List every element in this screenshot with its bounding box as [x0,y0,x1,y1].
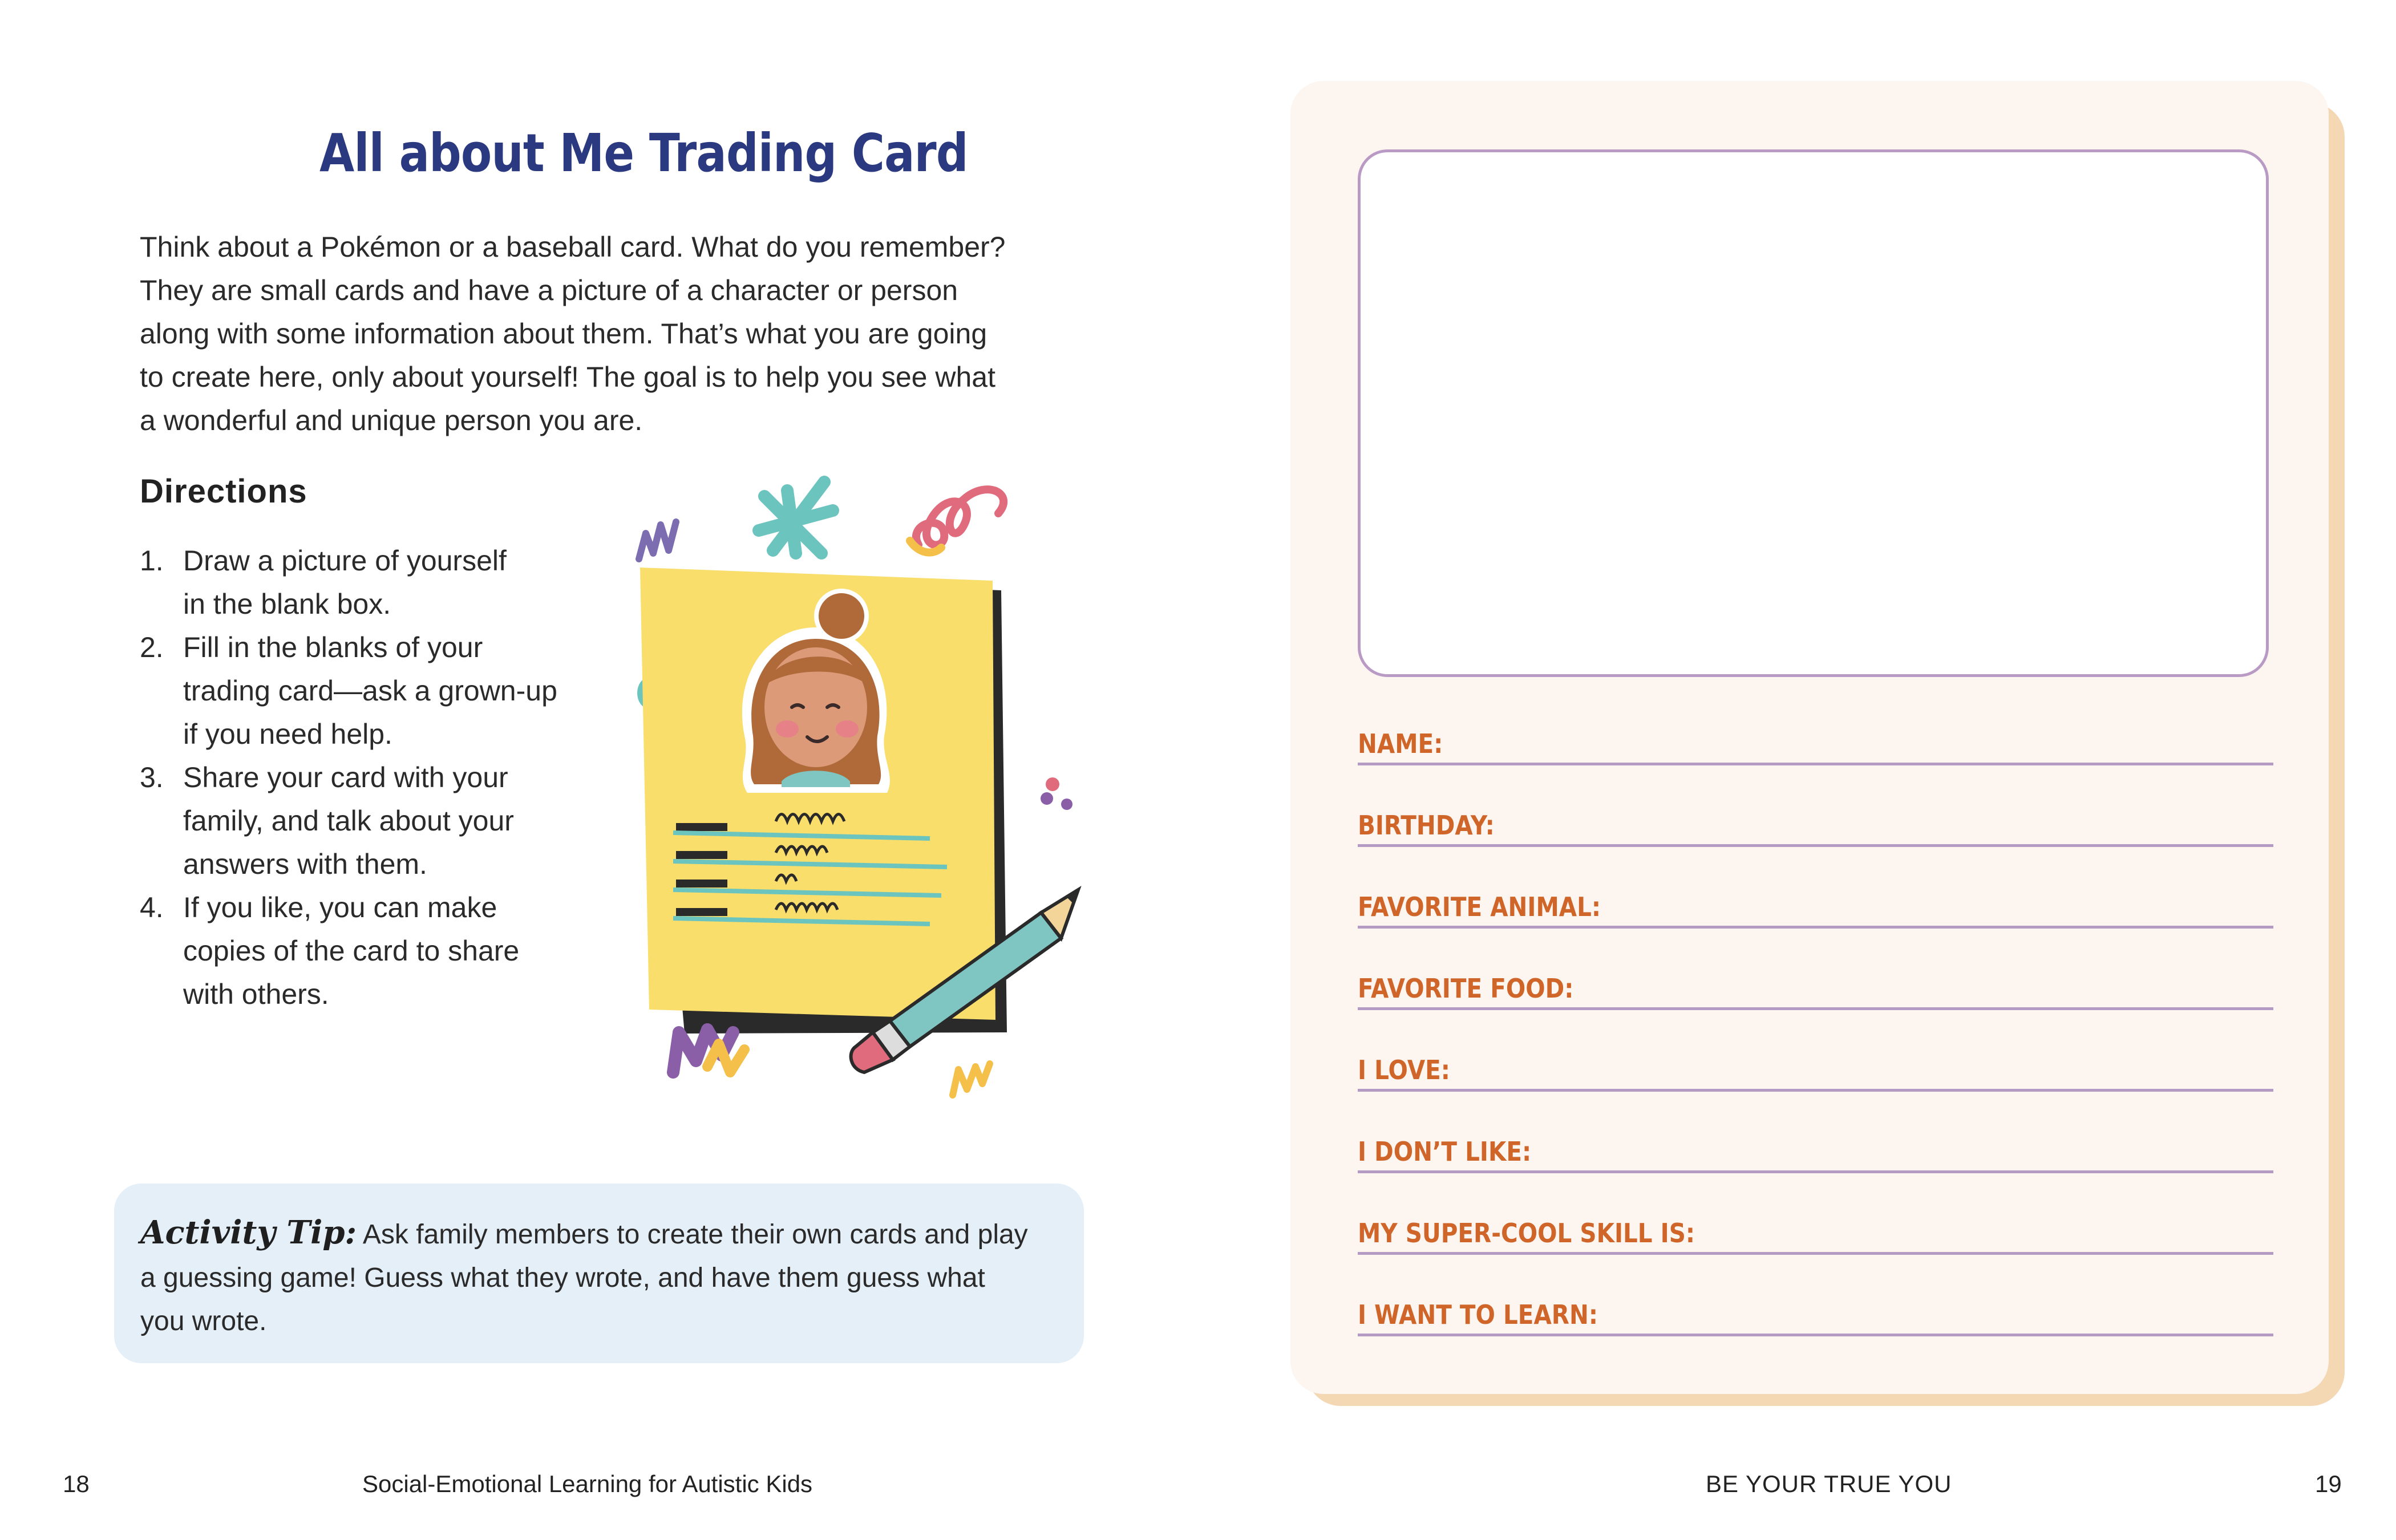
drawing-box[interactable] [1358,149,2269,677]
direction-item [140,886,608,1016]
field-label: NAME: [1358,728,1443,759]
direction-line: if you need help. [183,718,392,750]
i-love-field[interactable] [1358,1048,2273,1092]
zigzag-doodle [639,522,676,559]
super-cool-skill-field[interactable] [1358,1211,2273,1255]
zigzag-doodle-small [953,1064,990,1095]
birthday-field[interactable] [1358,803,2273,847]
direction-item [140,626,608,756]
page-number-left: 18 [63,1470,90,1497]
pink-dot [1046,777,1059,791]
directions-heading: Directions [140,473,307,510]
i-dont-like-field[interactable] [1358,1129,2273,1173]
favorite-animal-field[interactable] [1358,885,2273,929]
purple-dot-small [1061,799,1072,810]
tip-line: you wrote. [140,1306,267,1336]
field-label: I DON’T LIKE: [1358,1136,1532,1167]
intro-line: along with some information about them. That’s what you are going [140,318,987,350]
section-title-footer: BE YOUR TRUE YOU [1706,1470,1952,1497]
page-number-right: 19 [2315,1470,2342,1497]
star-doodle [759,482,833,553]
direction-line: answers with them. [183,848,427,880]
field-label: FAVORITE ANIMAL: [1358,891,1601,922]
direction-number: 4. [140,891,164,923]
directions-list [140,539,608,1016]
zigzag-doodle-yellow [707,1044,744,1072]
direction-line: trading card—ask a grown-up [183,675,557,707]
direction-number: 1. [140,545,164,577]
field-label: I LOVE: [1358,1055,1451,1085]
intro-line: to create here, only about yourself! The goal is to help you see what [140,361,995,393]
favorite-food-field[interactable] [1358,966,2273,1010]
activity-tip-label: Activity Tip: [140,1214,357,1251]
trading-card-illustration [622,439,1112,1135]
tip-line: a guessing game! Guess what they wrote, and have them guess what [140,1263,985,1293]
intro-paragraph [140,225,1075,442]
direction-item [140,539,608,626]
direction-item [140,756,608,886]
name-field[interactable] [1358,722,2273,765]
direction-line: in the blank box. [183,588,391,620]
intro-line: a wonderful and unique person you are. [140,404,643,436]
direction-line: copies of the card to share [183,935,520,967]
direction-number: 3. [140,761,164,793]
direction-line: Fill in the blanks of your [183,631,483,663]
activity-tip-box [114,1184,1084,1363]
book-title-footer: Social-Emotional Learning for Autistic Kids [362,1470,813,1497]
direction-line: family, and talk about your [183,805,514,837]
field-label: MY SUPER-COOL SKILL IS: [1358,1218,1695,1249]
direction-line: with others. [183,978,329,1010]
page-title: All about Me Trading Card [319,123,968,184]
field-label: I WANT TO LEARN: [1358,1299,1598,1330]
purple-dot [1041,792,1053,805]
direction-line: Share your card with your [183,761,508,793]
direction-line: Draw a picture of yourself [183,545,507,577]
want-to-learn-field[interactable] [1358,1292,2273,1336]
direction-number: 2. [140,631,164,663]
field-label: FAVORITE FOOD: [1358,973,1574,1004]
direction-line: If you like, you can make [183,891,497,923]
field-label: BIRTHDAY: [1358,810,1495,841]
intro-line: Think about a Pokémon or a baseball card. What do you remember? [140,231,1006,263]
tip-line: Ask family members to create their own cards and play [357,1219,1028,1250]
intro-line: They are small cards and have a picture of a character or person [140,274,958,306]
activity-tip-text [140,1211,1058,1343]
loop-doodle [916,489,1003,545]
